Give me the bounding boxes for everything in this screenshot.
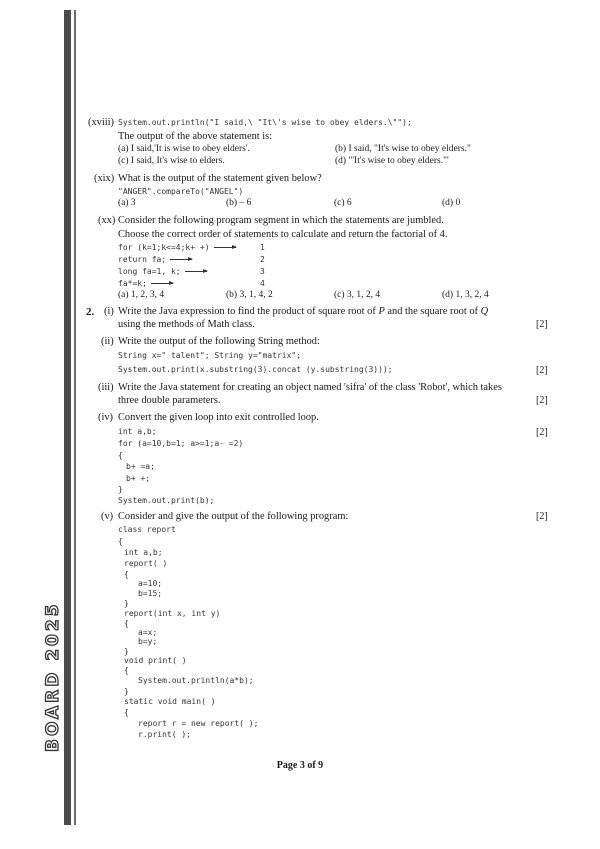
side-label: BOARD 2025 [43,601,63,752]
option-c: (c) I said, It's wise to elders. [118,156,225,166]
code-line: { [124,619,129,628]
marks: [2] [536,511,548,522]
arrow-right-icon [170,259,192,260]
line-number: 4 [260,279,265,288]
code-line: for (a=10,b=1; a>=1;a- =2) [118,439,244,448]
line-number: 1 [260,243,265,252]
code-line: "ANGER".compareTo("ANGEL") [118,187,244,196]
code-line: b+ =a; [126,462,155,471]
question-number-main: 2. [86,306,95,318]
margin-rule-thin [74,10,76,825]
code-line: b=y; [138,637,158,646]
arrow-right-icon [185,271,207,272]
code-line: b=15; [138,589,163,598]
code-line: { [118,451,123,460]
code-line: { [124,666,129,675]
code-line: { [118,537,123,546]
code-line: report( ) [124,559,168,568]
question-number: (i) [104,306,114,317]
question-stem: Consider and give the output of the following program: [118,511,349,522]
line-number: 2 [260,255,265,264]
question-number: (xx) [98,215,116,226]
code-line: class report [118,525,176,534]
marks: [2] [536,395,548,406]
code-line: } [124,647,129,656]
question-number: (iii) [98,382,114,393]
marks: [2] [536,427,548,438]
code-line: } [124,687,129,696]
option-b: (b) 3, 1, 4, 2 [226,290,273,300]
option-b: (b) – 6 [226,198,252,208]
question-stem-line1: Consider the following program segment in which the statements are jumbled. [118,215,444,226]
code-line: System.out.println("I said,\ "It\'s wise to obey elders.\""); [118,118,412,127]
jumbled-line-3: long fa=1, k; [118,268,207,276]
jumbled-line-2: return fa; [118,256,192,264]
code-line: System.out.print(b); [118,496,215,505]
question-number: (v) [101,511,114,522]
question-stem: Convert the given loop into exit controlled loop. [118,412,319,423]
code-line: void print( ) [124,656,187,665]
option-b: (b) I said, "It's wise to obey elders." [335,144,471,154]
option-a: (a) I said,'It is wise to obey elders'. [118,144,250,154]
marks: [2] [536,319,548,330]
line-number: 3 [260,267,265,276]
question-text-line2: using the methods of Math class. [118,319,255,330]
arrow-right-icon [214,247,236,248]
code-line: { [124,570,129,579]
margin-rule-thick [64,10,71,825]
jumbled-line-1: for (k=1;k<=4;k+ +) [118,244,236,252]
question-number: (xviii) [88,117,114,128]
option-d: (d) 1, 3, 2, 4 [442,290,489,300]
code-line: System.out.print(x.substring(3).concat (y.substring(3))); [118,365,393,374]
code-line: a=x; [138,628,158,637]
code-line: report(int x, int y) [124,609,221,618]
option-a: (a) 3 [118,198,136,208]
code-line: static void main( ) [124,697,216,706]
question-text-line2: three double parameters. [118,395,221,406]
page-number: Page 3 of 9 [276,760,324,771]
option-d: (d) "'It's wise to obey elders."' [335,156,449,166]
code-line: System.out.println(a*b); [138,676,254,685]
code-line: r.print( ); [138,730,191,739]
code-line: int a,b; [118,427,157,436]
code-line: } [118,485,123,494]
option-c: (c) 3, 1, 2, 4 [334,290,381,300]
jumbled-line-4: fa*=k; [118,280,173,288]
marks: [2] [536,365,548,376]
option-a: (a) 1, 2, 3, 4 [118,290,165,300]
question-text-line1: Write the Java statement for creating an object named 'sifra' of the class 'Robot', which takes [118,382,502,393]
code-line: } [124,599,129,608]
arrow-right-icon [151,283,173,284]
code-line: b+ +; [126,474,151,483]
option-c: (c) 6 [334,198,352,208]
option-d: (d) 0 [442,198,461,208]
question-number: (ii) [101,336,114,347]
question-stem-line2: Choose the correct order of statements to calculate and return the factorial of 4. [118,229,448,240]
question-stem: The output of the above statement is: [118,131,273,142]
code-line: a=10; [138,579,163,588]
question-stem: What is the output of the statement given below? [118,173,322,184]
question-number: (iv) [98,412,114,423]
question-number: (xix) [94,173,115,184]
code-line: String x=" talent"; String y="matrix"; [118,351,302,360]
question-stem: Write the output of the following String method: [118,336,320,347]
question-text-line1: Write the Java expression to find the product of square root of P and the square root of Q [118,306,489,317]
code-line: int a,b; [124,548,163,557]
code-line: { [124,708,129,717]
code-line: report r = new report( ); [138,719,259,728]
